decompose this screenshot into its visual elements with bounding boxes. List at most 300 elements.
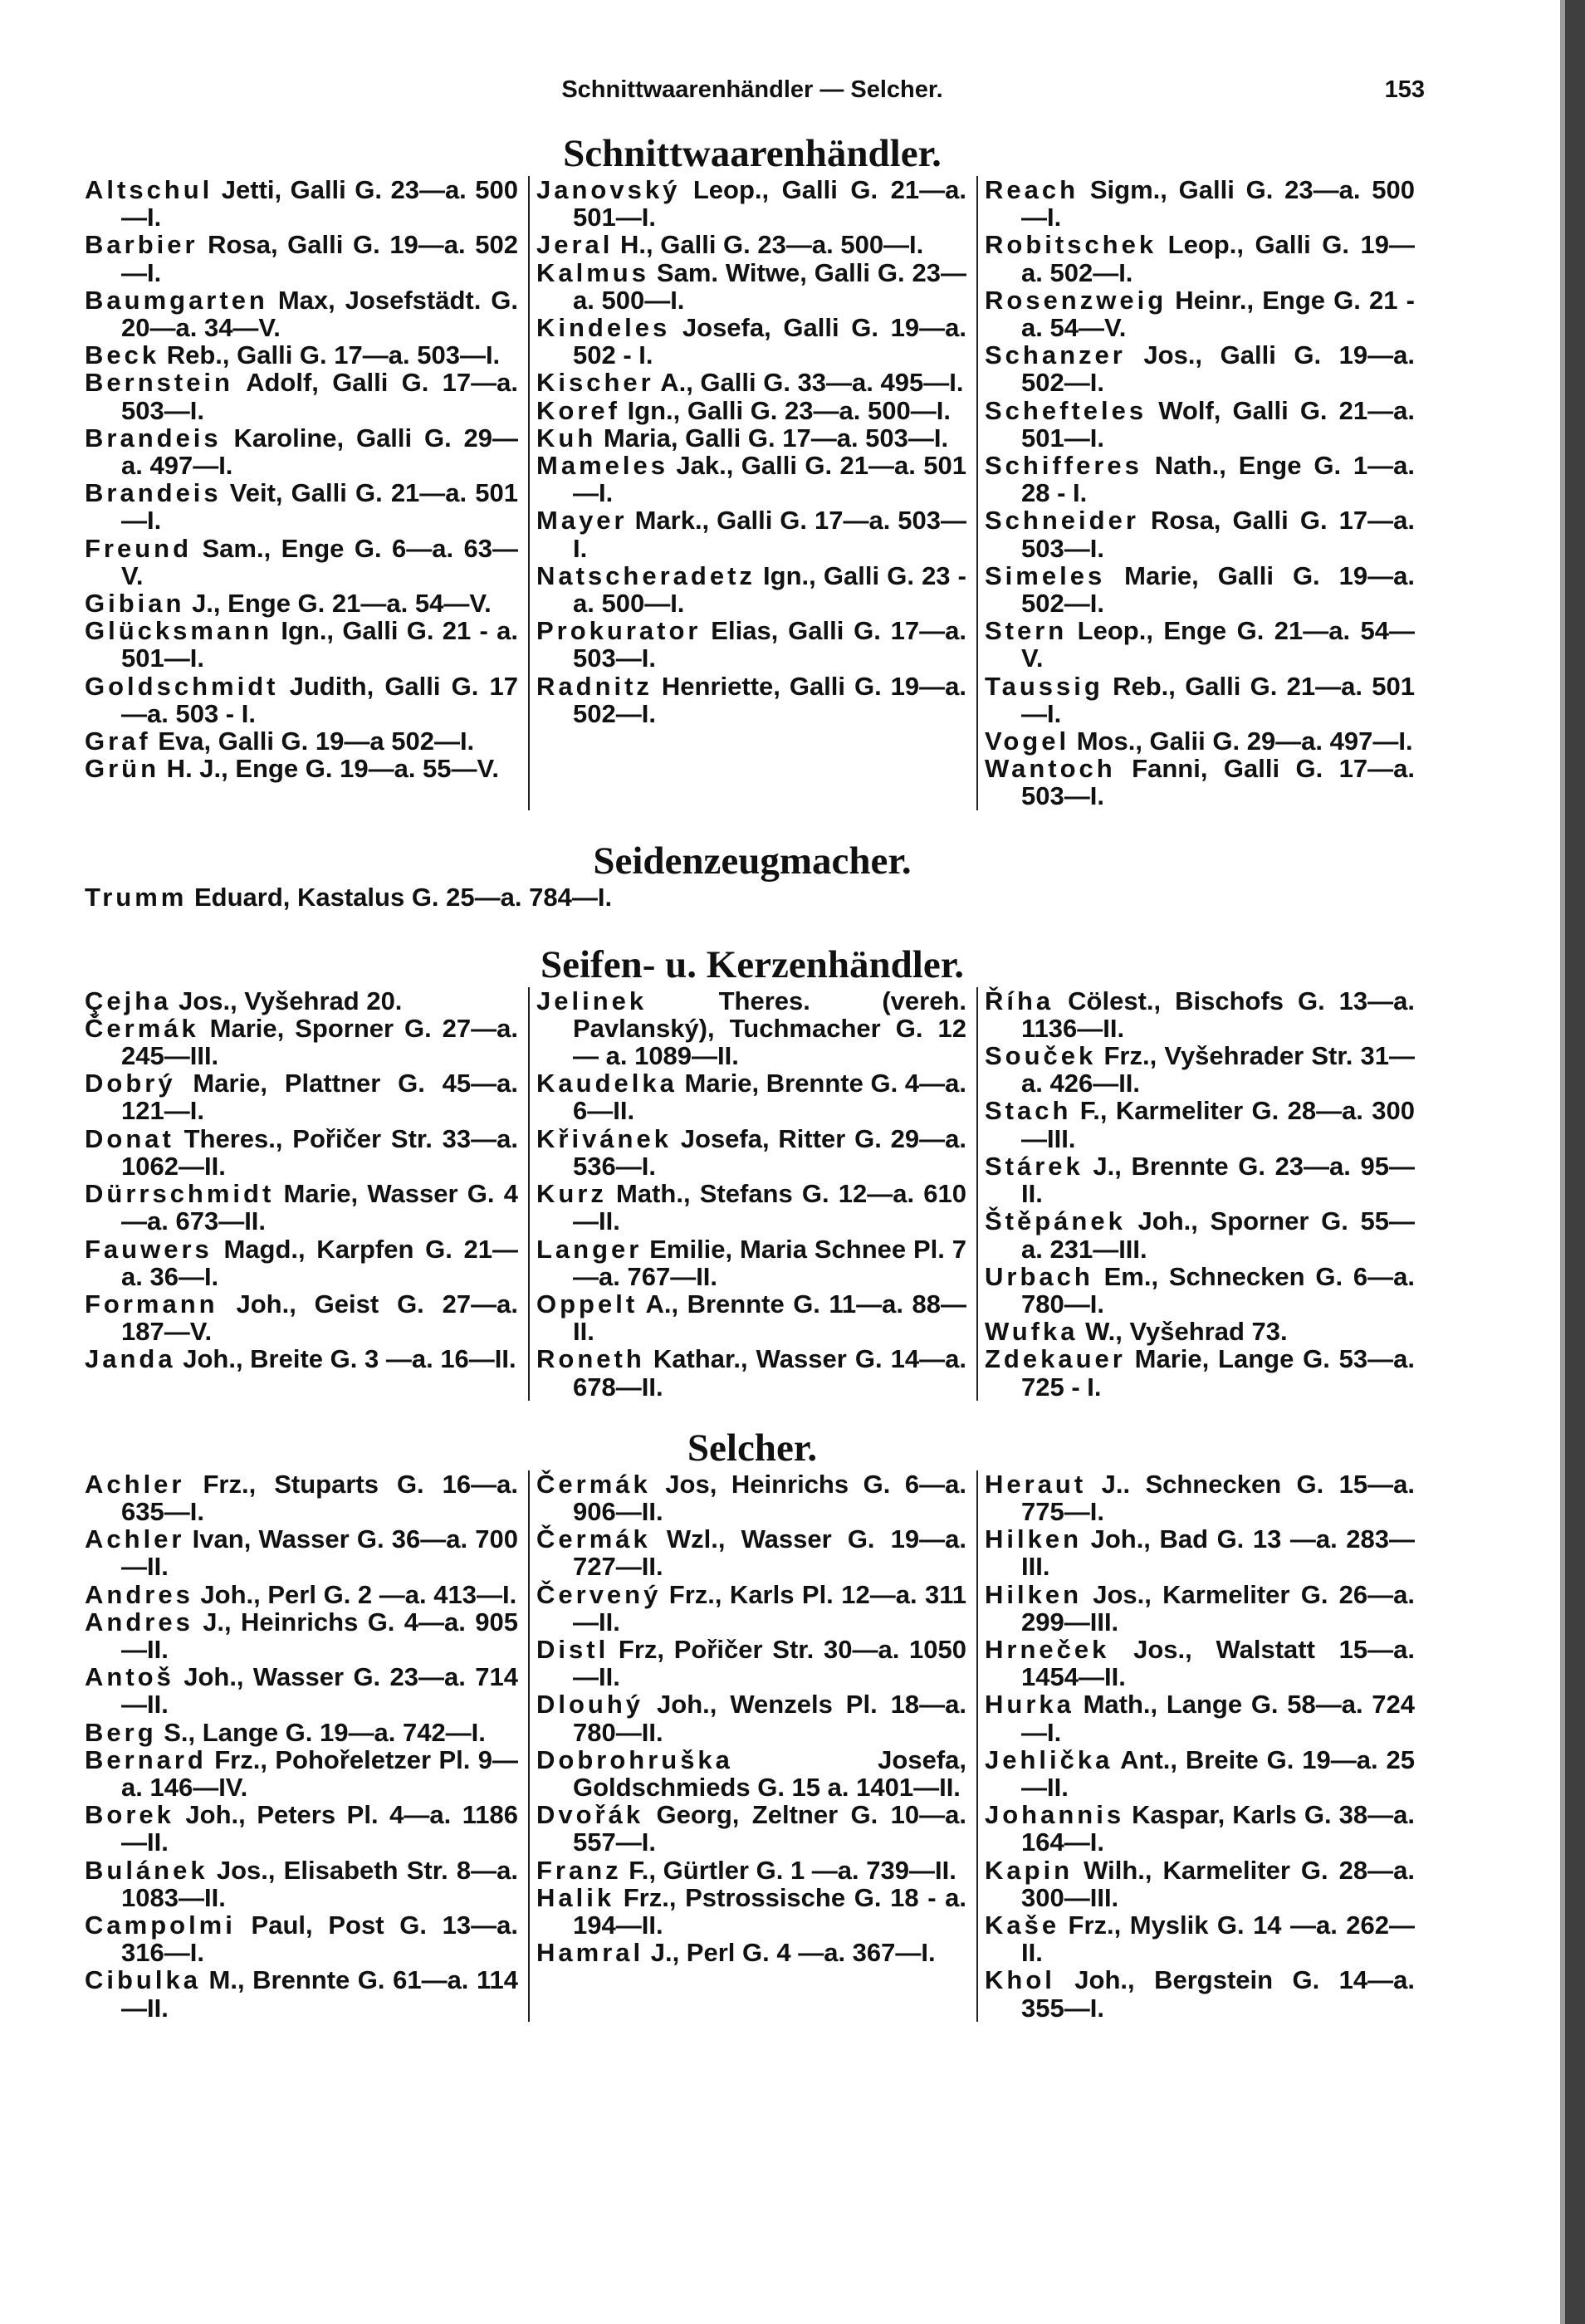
entry-name: Kindeles: [536, 313, 671, 343]
column-3: [976, 987, 1425, 1401]
list-item: [85, 369, 518, 423]
list-item: [536, 673, 966, 727]
section-title: Schnittwaarenhändler.: [563, 132, 942, 175]
entry-name: Říha: [985, 986, 1054, 1015]
list-item: [536, 506, 966, 561]
list-item: [985, 1966, 1415, 2021]
entry-details: Rosa, Galli G. 17—a. 503—I.: [1021, 506, 1415, 563]
entry-name: Achler: [85, 1469, 185, 1499]
section-selcher: [80, 1426, 1425, 2022]
entry-details: Magd., Karpfen G. 21—a. 36—I.: [121, 1234, 518, 1291]
list-item: [536, 424, 966, 452]
entry-name: Campolmi: [85, 1910, 236, 1940]
list-item: [85, 286, 518, 341]
list-item: [536, 1180, 966, 1235]
entry-name: Franz: [536, 1855, 622, 1885]
list-item: [536, 1857, 966, 1884]
entry-details: Sam. Witwe, Galli G. 23—a. 500—I.: [573, 257, 966, 315]
list-item: [85, 1581, 518, 1608]
entry-columns: [80, 1470, 1425, 2022]
list-item: [536, 617, 966, 672]
section-seifen-kerzenhaendler: [80, 942, 1425, 1401]
entry-details: Fanni, Galli G. 17—a. 503—I.: [1021, 754, 1415, 811]
list-item: [985, 1470, 1415, 1525]
entry-details: A., Brennte G. 11—a. 88—II.: [573, 1289, 966, 1347]
running-header: [80, 66, 1425, 116]
entry-details: Judith, Galli G. 17—a. 503 - I.: [121, 671, 518, 728]
entry-details: Wilh., Karmeliter G. 28—a. 300—III.: [1021, 1855, 1415, 1912]
entry-details: Joh., Breite G. 3 —a. 16—II.: [175, 1344, 516, 1374]
entry-name: Schneider: [985, 506, 1139, 536]
entry-name: Glücksmann: [85, 616, 273, 646]
list-item: [85, 590, 518, 617]
list-item: [985, 562, 1415, 617]
list-item: [85, 1470, 518, 1525]
entry-name: Johannis: [985, 1800, 1125, 1830]
entry-name: Kalmus: [536, 257, 649, 287]
entry-details: Leop., Galli G. 19—a. 502—I.: [1021, 230, 1415, 287]
column-2: [528, 1470, 976, 2022]
entry-name: Khol: [985, 1965, 1055, 1995]
list-item: [85, 1290, 518, 1345]
entry-details: Eva, Galli G. 19—a 502—I.: [150, 727, 475, 756]
entry-details: Joh., Wasser G. 23—a. 714—II.: [121, 1662, 518, 1720]
entry-name: Souček: [985, 1041, 1097, 1071]
list-item: [536, 259, 966, 314]
entry-details: Reb., Galli G. 21—a. 501—I.: [1021, 671, 1415, 728]
entry-details: Marie, Sporner G. 27—a. 245—III.: [121, 1013, 518, 1071]
list-item: [536, 1801, 966, 1856]
entry-name: Radnitz: [536, 671, 653, 701]
entry-details: H. J., Enge G. 19—a. 55—V.: [159, 754, 499, 784]
entry-details: Leop., Galli G. 21—a. 501—I.: [573, 175, 966, 232]
entry-details: Ant., Breite G. 19—a. 25—II.: [1021, 1744, 1415, 1802]
entry-name: Schifferes: [985, 451, 1142, 481]
list-item: [536, 231, 966, 258]
list-item: [85, 1719, 518, 1746]
column-2: [528, 176, 976, 810]
list-item: [85, 479, 518, 534]
entry-details: Sam., Enge G. 6—a. 63—V.: [121, 533, 518, 590]
entry-details: Jak., Galli G. 21—a. 501—I.: [573, 451, 966, 508]
entry-name: Jehlička: [985, 1744, 1113, 1774]
entry-name: Schefteles: [985, 395, 1147, 425]
list-item: [985, 1690, 1415, 1745]
entry-name: Goldschmidt: [85, 671, 279, 701]
list-item: [536, 1470, 966, 1525]
list-item: [85, 231, 518, 286]
list-item: [85, 424, 518, 479]
list-item: [985, 1318, 1415, 1345]
entry-details: Kaspar, Karls G. 38—a. 164—I.: [1021, 1800, 1415, 1857]
entry-name: Distl: [536, 1634, 609, 1664]
list-item: [985, 1345, 1415, 1400]
entry-name: Kaudelka: [536, 1069, 678, 1098]
list-item: [985, 452, 1415, 506]
list-item: [985, 617, 1415, 672]
list-item: [985, 506, 1415, 561]
list-item: [536, 987, 966, 1070]
entry-name: Bernard: [85, 1744, 207, 1774]
entry-name: Oppelt: [536, 1289, 638, 1319]
entry-details: Joh., Bad G. 13 —a. 283—III.: [1021, 1524, 1415, 1582]
page-number: 153: [1384, 76, 1425, 103]
entry-details: Eduard, Kastalus G. 25—a. 784—I.: [187, 882, 613, 912]
entry-name: Brandeis: [85, 478, 222, 508]
entry-name: Hurka: [985, 1690, 1074, 1720]
entry-details: Theres., Pořičer Str. 33—a. 1062—II.: [121, 1123, 518, 1181]
list-item: [985, 397, 1415, 452]
entry-name: Čermák: [536, 1524, 651, 1554]
entry-name: Trumm: [85, 882, 188, 912]
list-item: [85, 1911, 518, 1966]
entry-name: Barbier: [85, 230, 198, 260]
entry-details: Joh., Perl G. 2 —a. 413—I.: [193, 1579, 517, 1609]
list-item: [536, 1345, 966, 1400]
section-title: Selcher.: [687, 1426, 818, 1470]
entry-details: Jos., Karmeliter G. 26—a. 299—III.: [1021, 1579, 1415, 1637]
entry-name: Langer: [536, 1234, 643, 1264]
entry-name: Rosenzweig: [985, 285, 1167, 315]
list-item: [536, 1939, 966, 1966]
list-item: [85, 673, 518, 727]
entry-details: Math., Lange G. 58—a. 724—I.: [1021, 1690, 1415, 1747]
entry-name: Štěpánek: [985, 1206, 1126, 1236]
list-item: [85, 1608, 518, 1663]
entry-details: H., Galli G. 23—a. 500—I.: [613, 230, 924, 260]
column-3: [976, 1470, 1425, 2022]
entry-details: Ign., Galli G. 23—a. 500—I.: [619, 395, 951, 425]
entry-details: Elias, Galli G. 17—a. 503—I.: [573, 616, 966, 673]
list-item: [536, 1125, 966, 1180]
entry-name: Andres: [85, 1607, 193, 1637]
list-item: [85, 1015, 518, 1069]
column-1: [80, 987, 528, 1401]
entry-name: Zdekauer: [985, 1344, 1126, 1374]
section-schnittwaarenhaendler: [80, 131, 1425, 810]
entry-details: Wolf, Galli G. 21—a. 501—I.: [1021, 395, 1415, 453]
entry-details: Kathar., Wasser G. 14—a. 678—II.: [573, 1344, 966, 1402]
list-item: [985, 1152, 1415, 1207]
section-title: Seidenzeugmacher.: [593, 839, 912, 883]
entry-details: Jos., Walstatt 15—a. 1454—II.: [1021, 1634, 1415, 1692]
entry-name: Bulánek: [85, 1855, 208, 1885]
list-item: [985, 1207, 1415, 1262]
entry-details: Frz., Myslik G. 14 —a. 262—II.: [1021, 1910, 1415, 1968]
entry-name: Dvořák: [536, 1800, 644, 1830]
list-item: [85, 1235, 518, 1290]
entry-name: Urbach: [985, 1261, 1093, 1291]
entry-name: Kaše: [985, 1910, 1060, 1940]
entry-details: Math., Stefans G. 12—a. 610—II.: [573, 1179, 966, 1236]
entry-details: Frz., Stuparts G. 16—a. 635—I.: [121, 1469, 518, 1526]
entry-name: Stárek: [985, 1151, 1084, 1181]
page-edge-inner: [1560, 0, 1565, 2324]
entry-name: Simeles: [985, 560, 1106, 590]
entry-name: Hilken: [985, 1524, 1083, 1554]
list-item: [85, 755, 518, 782]
list-item: [536, 1235, 966, 1290]
list-item: [536, 562, 966, 617]
entry-name: Borek: [85, 1800, 174, 1830]
entry-name: Bernstein: [85, 368, 233, 398]
entry-details: J., Heinrichs G. 4—a. 905—II.: [121, 1607, 518, 1664]
column-1: [80, 176, 528, 810]
entry-name: Janovský: [536, 175, 681, 204]
list-item: [985, 1857, 1415, 1911]
entry-details: Adolf, Galli G. 17—a. 503—I.: [121, 368, 518, 425]
list-item: [85, 617, 518, 672]
entry-name: Roneth: [536, 1344, 645, 1374]
entry-details: Henriette, Galli G. 19—a. 502—I.: [573, 671, 966, 728]
entry-columns: [80, 987, 1425, 1401]
entry-name: Prokurator: [536, 616, 702, 646]
entry-details: Joh., Sporner G. 55—a. 231—III.: [1021, 1206, 1415, 1264]
list-item: [536, 1636, 966, 1690]
entry-details: Theres. (vereh. Pavlanský), Tuchmacher G. 12 — a. 1089—II.: [573, 986, 966, 1071]
entry-details: Mos., Galii G. 29—a. 497—I.: [1069, 727, 1413, 756]
entry-details: F., Gürtler G. 1 —a. 739—II.: [621, 1855, 956, 1885]
list-item: [985, 1746, 1415, 1801]
list-item: [985, 1911, 1415, 1966]
entry-name: Donat: [85, 1123, 174, 1153]
list-item: [536, 1746, 966, 1801]
entry-name: Schanzer: [985, 340, 1126, 370]
entry-name: Robitschek: [985, 230, 1157, 260]
list-item: [985, 673, 1415, 727]
entry-name: Beck: [85, 340, 160, 370]
entry-details: Jos, Heinrichs G. 6—a. 906—II.: [573, 1469, 966, 1526]
entry-details: Marie, Galli G. 19—a. 502—I.: [1021, 560, 1415, 619]
entry-name: Kischer: [536, 368, 654, 398]
list-item: [536, 452, 966, 506]
entry-name: Freund: [85, 533, 193, 563]
list-item: [985, 727, 1415, 755]
entry-name: Formann: [85, 1289, 218, 1319]
entry-name: Čermák: [85, 1013, 199, 1043]
entry-details: Max, Josefstädt. G. 20—a. 34—V.: [121, 285, 518, 343]
entry-details: J., Perl G. 4 —a. 367—I.: [643, 1938, 936, 1968]
entry-details: Marie, Lange G. 53—a. 725 - I.: [1021, 1344, 1415, 1402]
entry-name: Fauwers: [85, 1234, 213, 1264]
entry-name: Stach: [985, 1096, 1072, 1126]
entry-details: Josefa, Ritter G. 29—a. 536—I.: [573, 1123, 966, 1181]
column-3: [976, 176, 1425, 810]
list-item: [85, 727, 518, 755]
running-title: Schnittwaarenhändler — Selcher.: [561, 76, 943, 103]
entry-name: Vogel: [985, 727, 1070, 756]
entry-columns: [80, 176, 1425, 810]
list-item: [85, 1180, 518, 1235]
column-2: [528, 987, 976, 1401]
entry-name: Wantoch: [985, 754, 1116, 784]
entry-name: Jeral: [536, 230, 614, 260]
entry-name: Jelinek: [536, 986, 648, 1015]
list-item: [80, 883, 1425, 911]
entry-details: J.. Schnecken G. 15—a. 775—I.: [1021, 1469, 1415, 1526]
entry-details: Joh., Peters Pl. 4—a. 1186—II.: [121, 1800, 518, 1857]
entry-details: W., Vyšehrad 73.: [1078, 1317, 1288, 1347]
entry-name: Hrneček: [985, 1634, 1110, 1664]
list-item: [85, 1525, 518, 1580]
entry-name: Andres: [85, 1579, 193, 1609]
entry-details: Ign., Galli G. 23 - a. 500—I.: [573, 560, 966, 619]
list-item: [985, 341, 1415, 396]
entry-name: Baumgarten: [85, 285, 268, 315]
list-item: [985, 987, 1415, 1042]
entry-name: Dlouhý: [536, 1690, 644, 1720]
entry-name: Berg: [85, 1717, 157, 1747]
list-item: [85, 987, 518, 1015]
list-item: [536, 397, 966, 424]
directory-page: [80, 66, 1425, 2022]
entry-name: Grün: [85, 754, 160, 784]
entry-details: Frz., Pstrossische G. 18 - a. 194—II.: [573, 1882, 966, 1940]
entry-name: Stern: [985, 616, 1068, 646]
list-item: [85, 1746, 518, 1801]
entry-details: Joh., Wenzels Pl. 18—a. 780—II.: [573, 1690, 966, 1747]
entry-name: Mayer: [536, 506, 628, 536]
section-title: Seifen- u. Kerzenhändler.: [540, 942, 965, 986]
entry-details: Marie, Brennte G. 4—a. 6—II.: [573, 1069, 966, 1126]
list-item: [85, 1125, 518, 1180]
section-seidenzeugmacher: [80, 839, 1425, 911]
entry-name: Červený: [536, 1579, 662, 1609]
entry-details: Jos., Elisabeth Str. 8—a. 1083—II.: [121, 1855, 518, 1912]
entry-name: Heraut: [985, 1469, 1087, 1499]
page-edge-shadow: [1565, 0, 1585, 2324]
entry-name: Dobrý: [85, 1069, 176, 1098]
list-item: [536, 1581, 966, 1636]
entry-details: Ign., Galli G. 21 - a. 501—I.: [121, 616, 518, 673]
entry-details: Jos., Vyšehrad 20.: [171, 986, 403, 1015]
entry-details: Frz, Pořičer Str. 30—a. 1050—II.: [573, 1634, 966, 1692]
entry-name: Hamral: [536, 1938, 644, 1968]
entry-name: Čermák: [536, 1469, 651, 1499]
list-item: [985, 1581, 1415, 1636]
list-item: [985, 1097, 1415, 1152]
entry-details: M., Brennte G. 61—a. 114—II.: [121, 1965, 518, 2023]
entry-details: Cölest., Bischofs G. 13—a. 1136—II.: [1021, 986, 1415, 1043]
entry-name: Antoš: [85, 1662, 174, 1692]
entry-details: Heinr., Enge G. 21 - a. 54—V.: [1021, 285, 1415, 343]
entry-name: Kurz: [536, 1179, 607, 1209]
list-item: [985, 1525, 1415, 1580]
entry-details: J., Enge G. 21—a. 54—V.: [184, 589, 492, 619]
list-item: [985, 286, 1415, 341]
entry-details: Ivan, Wasser G. 36—a. 700—II.: [121, 1524, 518, 1582]
entry-details: Josefa, Galli G. 19—a. 502 - I.: [573, 313, 966, 370]
entry-details: Frz., Vyšehrader Str. 31—a. 426—II.: [1021, 1041, 1415, 1098]
list-item: [985, 231, 1415, 286]
entry-details: Jos., Galli G. 19—a. 502—I.: [1021, 340, 1415, 398]
entry-details: Emilie, Maria Schnee Pl. 7—a. 767—II.: [573, 1234, 966, 1291]
entry-details: S., Lange G. 19—a. 742—I.: [156, 1717, 486, 1747]
list-item: [985, 1636, 1415, 1690]
entry-name: Achler: [85, 1524, 185, 1554]
entry-details: Frz., Karls Pl. 12—a. 311—II.: [573, 1579, 966, 1637]
list-item: [985, 755, 1415, 810]
entry-details: Joh., Bergstein G. 14—a. 355—I.: [1021, 1965, 1415, 2023]
entry-name: Dürrschmidt: [85, 1179, 275, 1209]
entry-details: F., Karmeliter G. 28—a. 300—III.: [1021, 1096, 1415, 1153]
entry-details: Georg, Zeltner G. 10—a. 557—I.: [573, 1800, 966, 1857]
entry-details: Karoline, Galli G. 29—a. 497—I.: [121, 423, 518, 481]
entry-details: Joh., Geist G. 27—a. 187—V.: [121, 1289, 518, 1347]
list-item: [536, 314, 966, 369]
list-item: [536, 369, 966, 396]
entry-name: Taussig: [985, 671, 1103, 701]
list-item: [536, 1525, 966, 1580]
list-item: [85, 1801, 518, 1856]
list-item: [85, 176, 518, 231]
entry-name: Altschul: [85, 175, 213, 204]
entry-name: Natscheradetz: [536, 560, 756, 590]
entry-name: Mameles: [536, 451, 668, 481]
entry-name: Cibulka: [85, 1965, 201, 1995]
list-item: [985, 1801, 1415, 1856]
entry-name: Çejha: [85, 986, 172, 1015]
entry-details: Em., Schnecken G. 6—a. 780—I.: [1021, 1261, 1415, 1319]
list-item: [85, 1857, 518, 1911]
list-item: [85, 535, 518, 590]
list-item: [85, 1966, 518, 2021]
entry-details: J., Brennte G. 23—a. 95—II.: [1021, 1151, 1415, 1209]
entry-details: Nath., Enge G. 1—a. 28 - I.: [1021, 451, 1415, 508]
list-item: [985, 1042, 1415, 1097]
entry-details: Sigm., Galli G. 23—a. 500—I.: [1021, 175, 1415, 232]
entry-details: Josefa, Goldschmieds G. 15 a. 1401—II.: [573, 1744, 966, 1802]
list-item: [985, 176, 1415, 231]
entry-name: Wufka: [985, 1317, 1079, 1347]
entry-name: Reach: [985, 175, 1079, 204]
entry-details: Maria, Galli G. 17—a. 503—I.: [596, 423, 949, 453]
entry-details: Marie, Wasser G. 4—a. 673—II.: [121, 1179, 518, 1236]
entry-details: Paul, Post G. 13—a. 316—I.: [121, 1910, 518, 1968]
entry-name: Kuh: [536, 423, 597, 453]
entry-name: Kapin: [985, 1855, 1074, 1885]
entry-name: Křivánek: [536, 1123, 672, 1153]
entry-details: Leop., Enge G. 21—a. 54—V.: [1021, 616, 1415, 673]
entry-name: Gibian: [85, 589, 185, 619]
entry-name: Janda: [85, 1344, 176, 1374]
entry-details: Reb., Galli G. 17—a. 503—I.: [159, 340, 501, 370]
list-item: [85, 1663, 518, 1718]
column-1: [80, 1470, 528, 2022]
list-item: [85, 341, 518, 369]
list-item: [536, 1690, 966, 1745]
entry-name: Graf: [85, 727, 151, 756]
entry-details: A., Galli G. 33—a. 495—I.: [653, 368, 964, 398]
entry-name: Halik: [536, 1882, 615, 1912]
entry-details: Veit, Galli G. 21—a. 501—I.: [121, 478, 518, 536]
list-item: [536, 176, 966, 231]
entry-details: Mark., Galli G. 17—a. 503—I.: [573, 506, 966, 563]
list-item: [536, 1290, 966, 1345]
list-item: [85, 1345, 518, 1372]
entry-details: Wzl., Wasser G. 19—a. 727—II.: [573, 1524, 966, 1582]
entry-name: Koref: [536, 395, 620, 425]
list-item: [985, 1263, 1415, 1318]
entry-name: Dobrohruška: [536, 1744, 733, 1774]
list-item: [536, 1884, 966, 1939]
entry-name: Brandeis: [85, 423, 222, 453]
entry-details: Frz., Pohořeletzer Pl. 9—a. 146—IV.: [121, 1744, 518, 1802]
entry-details: Rosa, Galli G. 19—a. 502—I.: [121, 230, 518, 287]
entry-details: Marie, Plattner G. 45—a. 121—I.: [121, 1069, 518, 1126]
list-item: [536, 1069, 966, 1124]
list-item: [85, 1069, 518, 1124]
